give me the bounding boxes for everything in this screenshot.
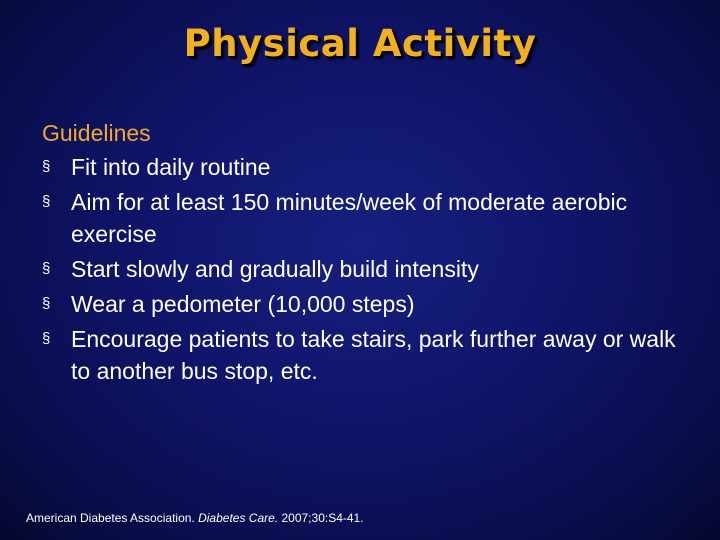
bullet-text: Wear a pedometer (10,000 steps) xyxy=(71,291,415,317)
bullet-item xyxy=(42,253,682,285)
bullet-icon: § xyxy=(42,260,51,277)
bullet-item xyxy=(42,186,682,250)
section-heading: Guidelines xyxy=(42,120,151,146)
bullet-list xyxy=(42,151,682,387)
bullet-text: Start slowly and gradually build intensity xyxy=(71,256,479,282)
bullet-item xyxy=(42,151,682,183)
slide-content xyxy=(42,118,682,390)
bullet-item xyxy=(42,288,682,320)
bullet-icon: § xyxy=(42,330,51,347)
bullet-icon: § xyxy=(42,158,51,175)
citation xyxy=(26,511,364,526)
slide-title: Physical Activity xyxy=(183,22,537,65)
bullet-text: Aim for at least 150 minutes/week of moderate aerobic exercise xyxy=(71,189,628,247)
bullet-text: Fit into daily routine xyxy=(71,154,271,180)
citation-journal: Diabetes Care. xyxy=(198,511,279,525)
bullet-icon: § xyxy=(42,295,51,312)
bullet-text: Encourage patients to take stairs, park further away or walk to another bus stop, etc. xyxy=(71,326,676,384)
bullet-item xyxy=(42,323,682,387)
citation-details: 2007;30:S4-41. xyxy=(281,511,364,525)
citation-author: American Diabetes Association. xyxy=(26,511,195,525)
bullet-icon: § xyxy=(42,193,51,210)
